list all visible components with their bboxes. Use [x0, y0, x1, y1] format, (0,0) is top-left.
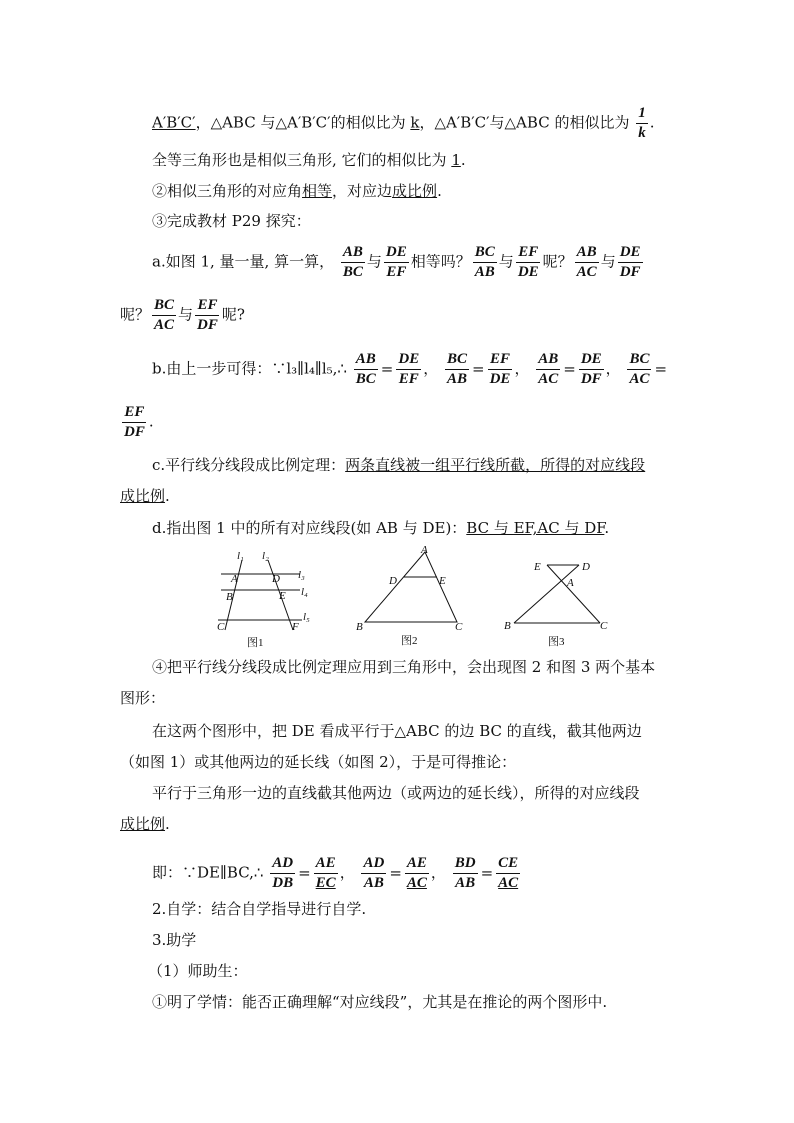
underlined-answer: BC 与 EF,AC 与 DF [466, 519, 605, 537]
underlined-answer: 成比例 [392, 182, 438, 200]
para-explore: ③完成教材 P29 探究： [152, 212, 311, 230]
point-F: F [292, 621, 299, 633]
para-understand: ①明了学情：能否正确理解“对应线段”，尤其是在推论的两个图形中. [152, 993, 608, 1011]
para-b-cont: $\frac{EF}{DF}$ . [124, 404, 154, 440]
fraction: $\frac{EF}{DE}$ [517, 244, 539, 280]
figure-3 [500, 555, 615, 650]
fraction: $\frac{AB}{AC}$ [538, 351, 559, 387]
point-A: A [231, 573, 238, 585]
fraction: $\frac{AD}{DB}$ [272, 855, 294, 891]
fraction: $\frac{AB}{AC}$ [576, 244, 597, 280]
fraction: $\frac{DE}{EF}$ [398, 351, 420, 387]
fraction: $\frac{AB}{BC}$ [355, 351, 376, 387]
point-E: E [534, 561, 541, 573]
para-d: d.指出图 1 中的所有对应线段(如 AB 与 DE)：BC 与 EF,AC 与 DF. [152, 519, 610, 537]
point-B: B [356, 621, 363, 633]
caption-fig1: 图1 [247, 637, 264, 648]
underlined-answer: 成比例 [120, 487, 166, 505]
segment-EC [547, 565, 600, 623]
label-l3: l₃ [298, 569, 305, 581]
point-D: D [582, 561, 590, 573]
para-corollary: 平行于三角形一边的直线截其他两边（或两边的延长线），所得的对应线段 [152, 784, 640, 802]
figure-2 [353, 540, 468, 648]
para-c: c.平行线分线段成比例定理：两条直线被一组平行线所截，所得的对应线段 [152, 456, 646, 474]
fraction: $\frac{AB}{BC}$ [342, 244, 363, 280]
fraction: $\frac{BC}{AC}$ [154, 297, 175, 333]
figure-1 [205, 548, 325, 648]
fraction: $\frac{AD}{AB}$ [363, 855, 385, 891]
point-A: A [567, 577, 574, 589]
fraction: $\frac{DE}{EF}$ [385, 244, 407, 280]
underlined-answer: 两条直线被一组平行线所截，所得的对应线段 [345, 456, 646, 474]
para-self-study: 2.自学：结合自学指导进行自学. [152, 900, 367, 918]
para-teacher: （1）师助生： [148, 962, 248, 980]
segment-DB [514, 565, 579, 623]
underlined-answer: A′B′C′ [152, 113, 196, 132]
para-a-cont: 呢？ $\frac{BC}{AC}$ 与 $\frac{EF}{DF}$ 呢? [120, 297, 245, 333]
para-apply: ④把平行线分线段成比例定理应用到三角形中，会出现图 2 和图 3 两个基本 [152, 658, 656, 676]
point-C: C [455, 621, 463, 633]
underlined-answer: 成比例 [120, 815, 166, 833]
underlined-answer: 1 [451, 151, 461, 169]
fraction: $\frac{CE}{AC}$ [498, 855, 519, 891]
para-property: ②相似三角形的对应角相等，对应边成比例. [152, 182, 442, 200]
point-B: B [226, 591, 233, 603]
fraction: $\frac{DE}{DF}$ [580, 351, 602, 387]
underlined-answer: k [410, 113, 420, 132]
point-E: E [279, 590, 286, 602]
fraction: $\frac{EF}{DF}$ [124, 404, 145, 440]
fraction: $\frac{DE}{DF}$ [619, 244, 641, 280]
para-c-cont: 成比例. [120, 487, 170, 505]
point-C: C [600, 620, 608, 632]
fraction: $\frac{BD}{AB}$ [454, 855, 476, 891]
para-apply-cont: 图形： [120, 689, 166, 707]
para-explain: 在这两个图形中，把 DE 看成平行于△ABC 的边 BC 的直线，截其他两边 [152, 722, 642, 740]
fraction: $\frac{AE}{EC}$ [315, 855, 336, 891]
para-congruent: 全等三角形也是相似三角形, 它们的相似比为 1. [152, 151, 466, 169]
underlined-answer: 相等 [302, 182, 333, 200]
fraction: $\frac{BC}{AC}$ [629, 351, 650, 387]
fraction: $\frac{EF}{DE}$ [489, 351, 511, 387]
point-B: B [504, 620, 511, 632]
fraction: $\frac{EF}{DF}$ [197, 297, 218, 333]
label-l2: l₂ [262, 550, 269, 562]
point-D: D [272, 573, 280, 585]
fraction: $\frac{AE}{AC}$ [406, 855, 427, 891]
label-l4: l₄ [301, 586, 308, 598]
para-b: b.由上一步可得：∵l₃∥l₄∥l₅,∴ $\frac{AB}{BC}$ = $\frac{DE}{EF}$ ， $\frac{BC}{AB}$ = $\frac{EF}{DE}$ ， $\frac{AB}{AC}$ = $\frac{DE}{DF}$ ， $\frac{BC}{AC}$ = [152, 351, 668, 387]
caption-fig3: 图3 [548, 636, 565, 648]
para-corollary-cont: 成比例. [120, 815, 170, 833]
point-C: C [217, 621, 225, 633]
fraction: $\frac{BC}{AB}$ [474, 244, 495, 280]
label-l5: l₅ [303, 611, 310, 623]
fraction: $\frac{1}{k}$ [638, 105, 646, 141]
para-a: a.如图 1, 量一量, 算一算， $\frac{AB}{BC}$ 与 $\frac{DE}{EF}$ 相等吗？ $\frac{BC}{AB}$ 与 $\frac{EF}{DE}$ 呢？ $\frac{AB}{AC}$ 与 $\frac{DE}{DF}$ [152, 244, 641, 280]
para-i-e: 即：∵DE∥BC,∴ $\frac{AD}{DB}$ = $\frac{AE}{EC}$ ， $\frac{AD}{AB}$ = $\frac{AE}{AC}$ ， $\frac{BD}{AB}$ = $\frac{CE}{AC}$ [152, 855, 519, 891]
caption-fig2: 图2 [401, 635, 418, 647]
point-A: A [421, 544, 428, 556]
fraction: $\frac{BC}{AB}$ [447, 351, 468, 387]
point-E: E [439, 575, 446, 587]
point-D: D [389, 575, 397, 587]
para-similarity-ratio: A′B′C′，△ABC 与△A′B′C′的相似比为 k，△A′B′C′与△ABC 的相似比为 $\frac{1}{k}$ . [152, 105, 655, 141]
triangle-ABC [365, 552, 457, 622]
label-l1: l₁ [237, 550, 244, 562]
para-help: 3.助学 [152, 931, 197, 949]
para-explain-cont: （如图 1）或其他两边的延长线（如图 2），于是可得推论： [120, 753, 517, 771]
